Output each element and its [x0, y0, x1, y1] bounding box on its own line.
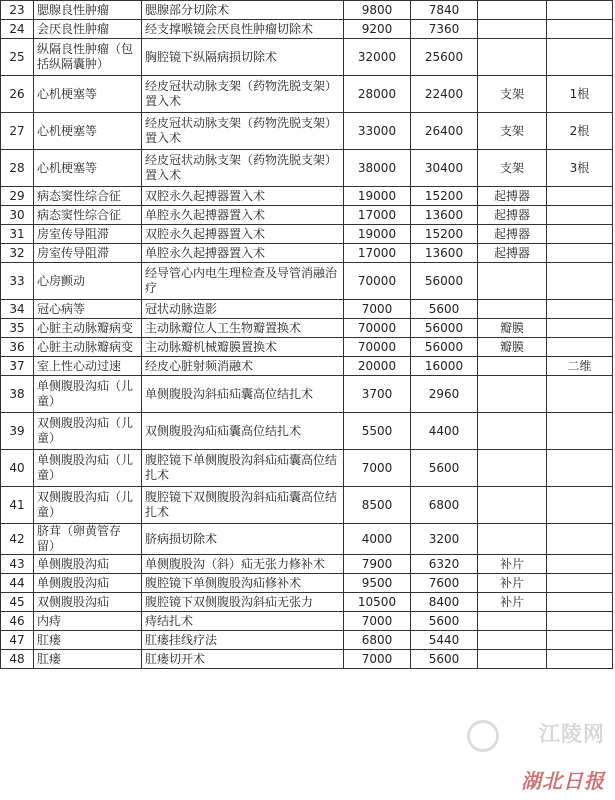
table-row	[1, 612, 613, 631]
row-number-cell: 42	[1, 524, 34, 555]
procedure-name-cell: 经皮冠状动脉支架（药物洗脱支架）置入术	[142, 150, 344, 187]
table-row	[1, 319, 613, 338]
price-standard-cell: 7000	[344, 450, 411, 487]
row-number-cell: 36	[1, 338, 34, 357]
price-standard-cell: 9800	[344, 1, 411, 20]
material-cell: 支架	[478, 150, 547, 187]
price-settlement-cell: 7360	[411, 20, 478, 39]
procedure-name-cell: 经皮冠状动脉支架（药物洗脱支架）置入术	[142, 76, 344, 113]
disease-name-cell: 病态窦性综合征	[34, 187, 142, 206]
note-cell: 1根	[547, 76, 613, 113]
procedure-name-cell: 双腔永久起搏器置入术	[142, 225, 344, 244]
price-settlement-cell: 26400	[411, 113, 478, 150]
row-number-cell: 32	[1, 244, 34, 263]
price-settlement-cell: 13600	[411, 206, 478, 225]
note-cell	[547, 574, 613, 593]
row-number-cell: 28	[1, 150, 34, 187]
table-row	[1, 631, 613, 650]
note-cell	[547, 338, 613, 357]
material-cell	[478, 524, 547, 555]
price-standard-cell: 7000	[344, 300, 411, 319]
disease-name-cell: 心脏主动脉瓣病变	[34, 338, 142, 357]
table-row	[1, 574, 613, 593]
row-number-cell: 44	[1, 574, 34, 593]
watermark-site: 江陵网	[539, 722, 605, 746]
row-number-cell: 45	[1, 593, 34, 612]
note-cell	[547, 524, 613, 555]
disease-name-cell: 双侧腹股沟疝	[34, 593, 142, 612]
material-cell: 起搏器	[478, 225, 547, 244]
row-number-cell: 40	[1, 450, 34, 487]
disease-name-cell: 纵隔良性肿瘤（包括纵隔囊肿）	[34, 39, 142, 76]
table-row	[1, 263, 613, 300]
disease-name-cell: 内痔	[34, 612, 142, 631]
table-row	[1, 113, 613, 150]
disease-name-cell: 心机梗塞等	[34, 113, 142, 150]
table-row	[1, 555, 613, 574]
material-cell	[478, 357, 547, 376]
procedure-name-cell: 肛瘘挂线疗法	[142, 631, 344, 650]
procedure-name-cell: 单腔永久起搏器置入术	[142, 244, 344, 263]
note-cell	[547, 1, 613, 20]
disease-name-cell: 单侧腹股沟疝（儿童）	[34, 376, 142, 413]
table-row	[1, 650, 613, 669]
price-settlement-cell: 8400	[411, 593, 478, 612]
disease-name-cell: 房室传导阻滞	[34, 244, 142, 263]
table-row	[1, 413, 613, 450]
procedure-name-cell: 痔结扎术	[142, 612, 344, 631]
price-standard-cell: 38000	[344, 150, 411, 187]
table-row	[1, 376, 613, 413]
price-settlement-cell: 6320	[411, 555, 478, 574]
material-cell: 补片	[478, 574, 547, 593]
row-number-cell: 46	[1, 612, 34, 631]
material-cell	[478, 300, 547, 319]
disease-name-cell: 心房颤动	[34, 263, 142, 300]
disease-name-cell: 肛瘘	[34, 631, 142, 650]
table-row	[1, 357, 613, 376]
material-cell: 起搏器	[478, 187, 547, 206]
note-cell: 3根	[547, 150, 613, 187]
note-cell	[547, 319, 613, 338]
note-cell: 二维	[547, 357, 613, 376]
price-settlement-cell: 16000	[411, 357, 478, 376]
procedure-name-cell: 腹腔镜下单侧腹股沟疝修补术	[142, 574, 344, 593]
material-cell	[478, 612, 547, 631]
row-number-cell: 35	[1, 319, 34, 338]
price-standard-cell: 70000	[344, 338, 411, 357]
price-standard-cell: 6800	[344, 631, 411, 650]
note-cell	[547, 450, 613, 487]
table-row	[1, 593, 613, 612]
row-number-cell: 34	[1, 300, 34, 319]
material-cell	[478, 376, 547, 413]
material-cell	[478, 650, 547, 669]
material-cell	[478, 263, 547, 300]
material-cell	[478, 487, 547, 524]
price-standard-cell: 3700	[344, 376, 411, 413]
material-cell: 补片	[478, 593, 547, 612]
row-number-cell: 38	[1, 376, 34, 413]
price-standard-cell: 7900	[344, 555, 411, 574]
material-cell	[478, 39, 547, 76]
material-cell	[478, 450, 547, 487]
row-number-cell: 47	[1, 631, 34, 650]
disease-name-cell: 房室传导阻滞	[34, 225, 142, 244]
price-standard-cell: 33000	[344, 113, 411, 150]
material-cell	[478, 413, 547, 450]
note-cell	[547, 39, 613, 76]
table-row	[1, 338, 613, 357]
table-row	[1, 76, 613, 113]
price-standard-cell: 20000	[344, 357, 411, 376]
row-number-cell: 31	[1, 225, 34, 244]
price-standard-cell: 5500	[344, 413, 411, 450]
price-settlement-cell: 2960	[411, 376, 478, 413]
price-settlement-cell: 56000	[411, 319, 478, 338]
table-row	[1, 1, 613, 20]
price-standard-cell: 19000	[344, 187, 411, 206]
table-row	[1, 39, 613, 76]
procedure-name-cell: 经皮冠状动脉支架（药物洗脱支架）置入术	[142, 113, 344, 150]
note-cell	[547, 206, 613, 225]
note-cell	[547, 612, 613, 631]
price-settlement-cell: 13600	[411, 244, 478, 263]
disease-name-cell: 腮腺良性肿瘤	[34, 1, 142, 20]
procedure-name-cell: 主动脉瓣位人工生物瓣置换术	[142, 319, 344, 338]
procedure-name-cell: 双侧腹股沟疝疝囊高位结扎术	[142, 413, 344, 450]
watermark	[459, 718, 609, 796]
disease-name-cell: 心机梗塞等	[34, 76, 142, 113]
procedure-name-cell: 双腔永久起搏器置入术	[142, 187, 344, 206]
table-row	[1, 206, 613, 225]
note-cell	[547, 413, 613, 450]
disease-name-cell: 双侧腹股沟疝（儿童）	[34, 413, 142, 450]
price-settlement-cell: 3200	[411, 524, 478, 555]
price-settlement-cell: 5600	[411, 300, 478, 319]
price-settlement-cell: 4400	[411, 413, 478, 450]
price-standard-cell: 7000	[344, 612, 411, 631]
row-number-cell: 24	[1, 20, 34, 39]
price-settlement-cell: 30400	[411, 150, 478, 187]
note-cell	[547, 225, 613, 244]
note-cell	[547, 244, 613, 263]
price-standard-cell: 9200	[344, 20, 411, 39]
row-number-cell: 43	[1, 555, 34, 574]
material-cell	[478, 20, 547, 39]
table-row	[1, 244, 613, 263]
table-row	[1, 150, 613, 187]
procedure-name-cell: 肛瘘切开术	[142, 650, 344, 669]
material-cell: 起搏器	[478, 244, 547, 263]
price-standard-cell: 70000	[344, 319, 411, 338]
procedure-name-cell: 主动脉瓣机械瓣膜置换术	[142, 338, 344, 357]
price-standard-cell: 32000	[344, 39, 411, 76]
note-cell	[547, 650, 613, 669]
price-standard-cell: 4000	[344, 524, 411, 555]
price-settlement-cell: 6800	[411, 487, 478, 524]
disease-name-cell: 单侧腹股沟疝（儿童）	[34, 450, 142, 487]
disease-name-cell: 肛瘘	[34, 650, 142, 669]
procedure-name-cell: 经支撑喉镜会厌良性肿瘤切除术	[142, 20, 344, 39]
row-number-cell: 30	[1, 206, 34, 225]
note-cell	[547, 300, 613, 319]
material-cell: 支架	[478, 76, 547, 113]
price-settlement-cell: 5440	[411, 631, 478, 650]
table-row	[1, 300, 613, 319]
price-standard-cell: 19000	[344, 225, 411, 244]
procedure-name-cell: 腹腔镜下双侧腹股沟斜疝无张力	[142, 593, 344, 612]
price-table-body	[1, 1, 613, 669]
price-settlement-cell: 5600	[411, 450, 478, 487]
disease-name-cell: 单侧腹股沟疝	[34, 555, 142, 574]
disease-name-cell: 双侧腹股沟疝（儿童）	[34, 487, 142, 524]
material-cell	[478, 631, 547, 650]
price-settlement-cell: 56000	[411, 338, 478, 357]
procedure-name-cell: 单腔永久起搏器置入术	[142, 206, 344, 225]
table-row	[1, 487, 613, 524]
table-row	[1, 524, 613, 555]
procedure-name-cell: 脐病损切除术	[142, 524, 344, 555]
note-cell	[547, 376, 613, 413]
table-row	[1, 20, 613, 39]
price-standard-cell: 28000	[344, 76, 411, 113]
price-standard-cell: 70000	[344, 263, 411, 300]
watermark-paper: 湖北日报	[521, 769, 605, 793]
disease-name-cell: 脐茸（卵黄管存留）	[34, 524, 142, 555]
price-settlement-cell: 7840	[411, 1, 478, 20]
material-cell: 瓣膜	[478, 319, 547, 338]
row-number-cell: 41	[1, 487, 34, 524]
note-cell	[547, 631, 613, 650]
row-number-cell: 26	[1, 76, 34, 113]
procedure-name-cell: 腹腔镜下单侧腹股沟斜疝疝囊高位结扎术	[142, 450, 344, 487]
note-cell	[547, 487, 613, 524]
table-row	[1, 450, 613, 487]
row-number-cell: 27	[1, 113, 34, 150]
disease-name-cell: 冠心病等	[34, 300, 142, 319]
note-cell	[547, 263, 613, 300]
disease-name-cell: 心脏主动脉瓣病变	[34, 319, 142, 338]
table-row	[1, 225, 613, 244]
procedure-name-cell: 经皮心脏射频消融术	[142, 357, 344, 376]
price-settlement-cell: 15200	[411, 187, 478, 206]
procedure-name-cell: 经导管心内电生理检查及导管消融治疗	[142, 263, 344, 300]
note-cell	[547, 593, 613, 612]
price-standard-cell: 8500	[344, 487, 411, 524]
procedure-name-cell: 腹腔镜下双侧腹股沟斜疝疝囊高位结扎术	[142, 487, 344, 524]
price-standard-cell: 17000	[344, 206, 411, 225]
price-standard-cell: 9500	[344, 574, 411, 593]
row-number-cell: 23	[1, 1, 34, 20]
price-settlement-cell: 22400	[411, 76, 478, 113]
row-number-cell: 39	[1, 413, 34, 450]
price-settlement-cell: 5600	[411, 612, 478, 631]
watermark-logo-icon	[467, 720, 499, 752]
note-cell	[547, 555, 613, 574]
procedure-name-cell: 冠状动脉造影	[142, 300, 344, 319]
row-number-cell: 29	[1, 187, 34, 206]
note-cell: 2根	[547, 113, 613, 150]
price-standard-cell: 10500	[344, 593, 411, 612]
procedure-name-cell: 胸腔镜下纵隔病损切除术	[142, 39, 344, 76]
material-cell: 补片	[478, 555, 547, 574]
disease-name-cell: 病态窦性综合征	[34, 206, 142, 225]
procedure-name-cell: 腮腺部分切除术	[142, 1, 344, 20]
price-settlement-cell: 5600	[411, 650, 478, 669]
material-cell: 起搏器	[478, 206, 547, 225]
row-number-cell: 33	[1, 263, 34, 300]
disease-name-cell: 心机梗塞等	[34, 150, 142, 187]
note-cell	[547, 20, 613, 39]
price-standard-cell: 17000	[344, 244, 411, 263]
procedure-name-cell: 单侧腹股沟斜疝疝囊高位结扎术	[142, 376, 344, 413]
material-cell: 支架	[478, 113, 547, 150]
price-settlement-cell: 7600	[411, 574, 478, 593]
price-settlement-cell: 15200	[411, 225, 478, 244]
price-settlement-cell: 56000	[411, 263, 478, 300]
row-number-cell: 25	[1, 39, 34, 76]
procedure-name-cell: 单侧腹股沟（斜）疝无张力修补术	[142, 555, 344, 574]
note-cell	[547, 187, 613, 206]
material-cell: 瓣膜	[478, 338, 547, 357]
row-number-cell: 37	[1, 357, 34, 376]
table-row	[1, 187, 613, 206]
disease-name-cell: 室上性心动过速	[34, 357, 142, 376]
disease-name-cell: 会厌良性肿瘤	[34, 20, 142, 39]
row-number-cell: 48	[1, 650, 34, 669]
material-cell	[478, 1, 547, 20]
price-standard-cell: 7000	[344, 650, 411, 669]
disease-name-cell: 单侧腹股沟疝	[34, 574, 142, 593]
price-settlement-cell: 25600	[411, 39, 478, 76]
